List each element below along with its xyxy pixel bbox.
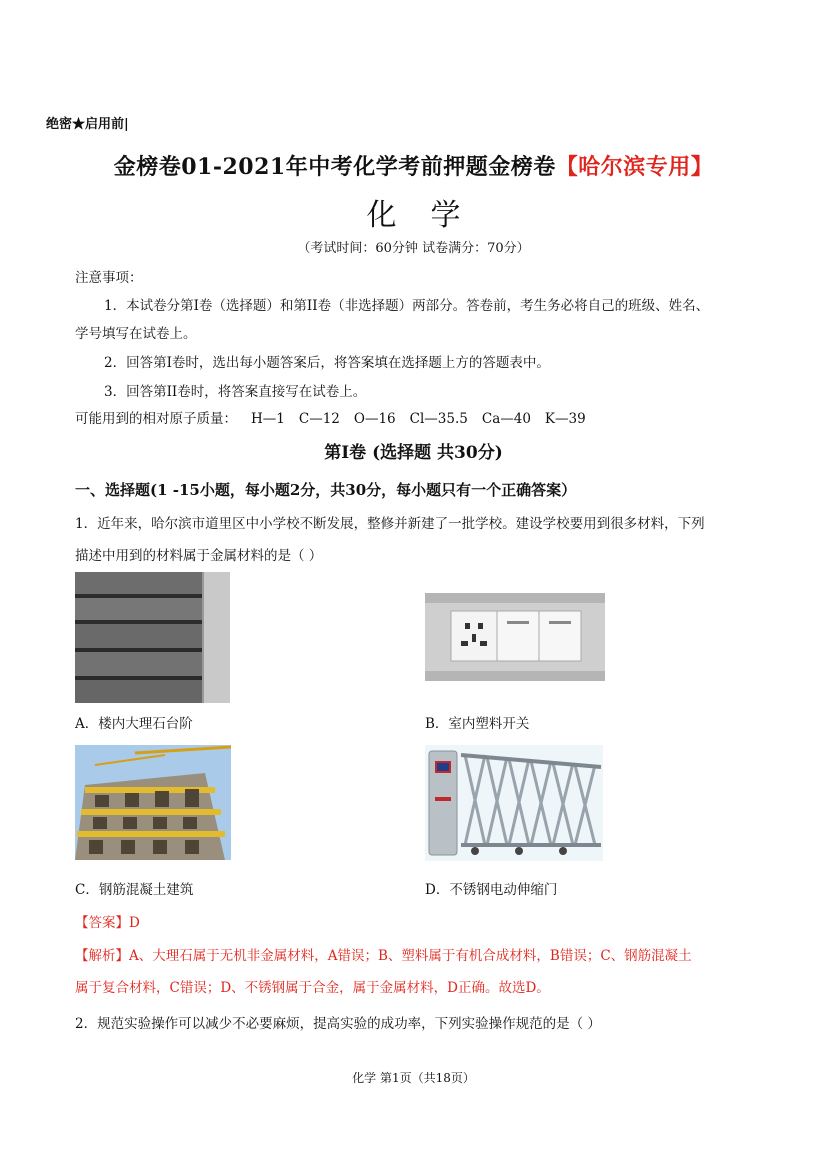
atomic-mass-value: Ca—40 xyxy=(481,411,531,427)
document-title xyxy=(0,150,827,181)
retractable-gate-image xyxy=(425,745,603,861)
notice-item-2: 2．回答第I卷时，选出每小题答案后，将答案填在选择题上方的答题表中。 xyxy=(104,355,550,371)
option-d: D．不锈钢电动伸缩门 xyxy=(425,882,558,898)
notice-item-1: 1．本试卷分第I卷（选择题）和第II卷（非选择题）两部分。答卷前，考生务必将自己的班级、姓名、 xyxy=(104,298,710,314)
concrete-building-image xyxy=(75,745,231,860)
atomic-mass-value: K—39 xyxy=(544,411,586,427)
page-footer: 化学 第1页（共18页） xyxy=(352,1071,475,1085)
question-1-text: 1．近年来，哈尔滨市道里区中小学校不断发展，整修并新建了一批学校。建设学校要用到很多材料，下列 xyxy=(75,516,705,532)
notice-heading: 注意事项： xyxy=(75,270,143,286)
atomic-mass-value: H—1 xyxy=(251,411,285,427)
section-title: 第Ⅰ卷 (选择题 共30分) xyxy=(324,443,503,463)
notice-item-1-cont: 学号填写在试卷上。 xyxy=(75,326,197,342)
marble-stairs-image xyxy=(75,572,230,703)
notice-item-3: 3．回答第II卷时，将答案直接写在试卷上。 xyxy=(104,384,367,400)
exam-info: （考试时间：60分钟 试卷满分：70分） xyxy=(297,241,530,256)
question-2-text: 2．规范实验操作可以减少不必要麻烦，提高实验的成功率，下列实验操作规范的是（ ） xyxy=(75,1016,601,1032)
atomic-mass-value: Cl—35.5 xyxy=(409,411,468,427)
answer: 【答案】D xyxy=(75,915,140,931)
subject-heading: 化学 xyxy=(366,198,495,233)
part-title: 一、选择题(1 -15小题，每小题2分，共30分，每小题只有一个正确答案） xyxy=(75,481,577,499)
explanation-cont: 属于复合材料，C错误；D、不锈钢属于合金，属于金属材料，D正确。故选D。 xyxy=(75,980,550,996)
confidential-label: 绝密★启用前| xyxy=(46,117,129,132)
question-1-text-cont: 描述中用到的材料属于金属材料的是（ ） xyxy=(75,548,323,564)
option-b: B．室内塑料开关 xyxy=(425,716,530,732)
atomic-masses xyxy=(75,407,600,427)
atomic-mass-value: O—16 xyxy=(353,411,396,427)
atomic-mass-value: C—12 xyxy=(298,411,340,427)
explanation: 【解析】A、大理石属于无机非金属材料，A错误；B、塑料属于有机合成材料，B错误；C、钢筋混凝土 xyxy=(75,948,692,964)
option-a: A．楼内大理石台阶 xyxy=(75,716,193,732)
option-c: C．钢筋混凝土建筑 xyxy=(75,882,194,898)
title-main: 金榜卷01-2021年中考化学考前押题金榜卷 xyxy=(113,154,556,180)
atomic-masses-label: 可能用到的相对原子质量： xyxy=(75,411,237,427)
plastic-switch-image xyxy=(425,593,605,681)
title-region-tag: 【哈尔滨专用】 xyxy=(555,154,714,180)
